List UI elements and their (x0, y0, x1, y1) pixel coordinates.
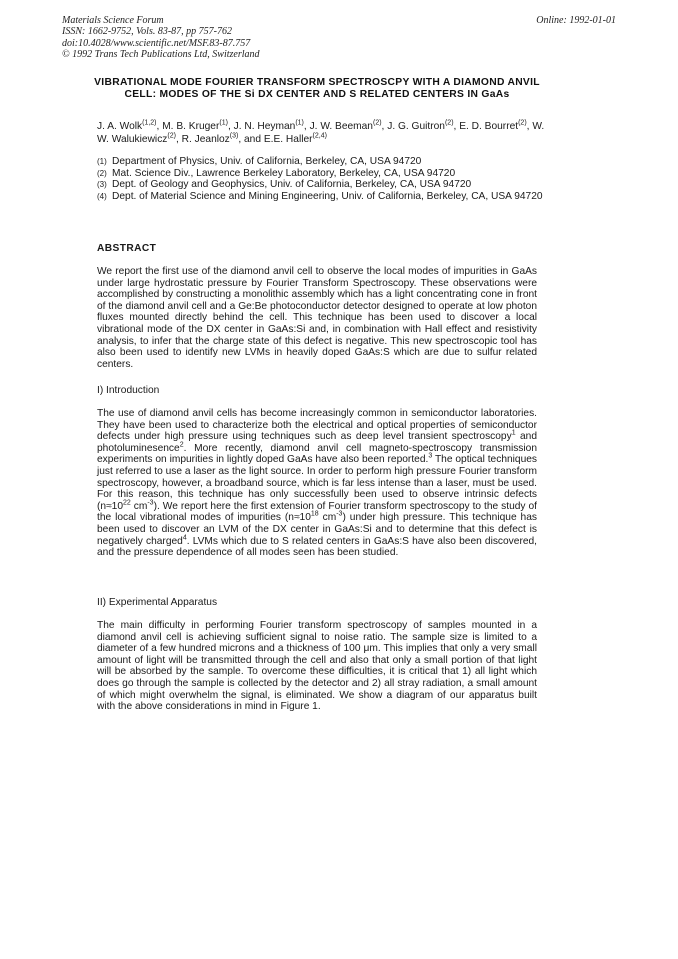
affiliation-number: (2) (97, 168, 107, 178)
reference-marker: 2 (179, 441, 184, 449)
author-affiliation: (2) (444, 119, 454, 127)
copyright-line: © 1992 Trans Tech Publications Ltd, Switzerland (62, 48, 260, 60)
introduction-text (97, 408, 537, 559)
intro-text-part: and photoluminesence (97, 431, 537, 454)
experimental-text: The main difficulty in performing Fourier transform spectroscopy of samples mounted in a diamond anvil cell is achieving sufficient signal to noise ratio. The sample size is limited to a diameter of a few hundred microns and a thickness of 100 μm. This implies that only a very small amount of light will be transmitted through the cell and also that only a small portion of that light will be absorbed by the sample. To overcome these difficulties, it is critical that 1) all light which does go through the sample is collected by the detector and 2) all stray radiation, a small amount of which might overwhelm the signal, is eliminated. We show a diagram of our apparatus built with the above considerations in mind in Figure 1. (97, 620, 537, 713)
exponent: 22 (122, 499, 131, 507)
affiliation-list (97, 156, 547, 202)
intro-text-part: ) under high pressure. This technique has been used to discover an LVM of the DX center in GaAs:Si and to determine that this defect is negatively charged (97, 512, 537, 547)
affiliation-text: Mat. Science Div., Lawrence Berkeley Laboratory, Berkeley, CA, USA 94720 (112, 167, 456, 179)
author: J. N. Heyman (233, 121, 296, 132)
affiliation-number: (1) (97, 157, 107, 166)
experimental-heading: II) Experimental Apparatus (97, 597, 218, 608)
affiliation-text: Dept. of Geology and Geophysics, Univ. of California, Berkeley, CA, USA 94720 (112, 179, 472, 191)
intro-text-part: cm (130, 500, 148, 512)
publication-header (62, 15, 616, 60)
introduction-heading: I) Introduction (97, 385, 160, 396)
author: R. Jeanloz (181, 133, 230, 145)
authors-conjunction: and (244, 133, 261, 145)
exponent: 18 (310, 510, 319, 518)
affiliation-item (97, 156, 547, 168)
author-affiliation: (1) (219, 119, 228, 127)
author: E.E. Haller (263, 133, 313, 145)
author-affiliation: (2,4) (312, 132, 327, 140)
journal-name: Materials Science Forum (62, 15, 164, 26)
author-list: J. A. Wolk$^{(1,2)}$, M. B. Kruger$^{(1)}$, J. N. Heyman$^{(1)}$, J. W. Beeman$^{(2)}$, J. G. Guitron$^{(2)}$, E. D. Bourret$^{(2)}$, W. W. Walukiewicz$^{(2)}$, R. Jeanloz$^{(3)}$, and E.E. Haller$^{(2,4)}$ (97, 119, 545, 145)
author: E. D. Bourret (459, 121, 519, 132)
author-affiliation: (2) (372, 119, 382, 127)
intro-text-part: The use of diamond anvil cells has become increasingly common in semiconductor laboratories. They have been used to characterize both the electrical and optical properties of semiconductor defects under high pressure using techniques such as deep level transient spectroscopy (97, 408, 537, 443)
intro-text-part: The optical techniques just referred to use a laser as the light source. In order to perform high pressure Fourier transform spectroscopy, however, a broadband source, which is far less intense than a laser, must be used. For this reason, this technique has only successfully been used to observe intrinsic defects (n≈10 (97, 454, 538, 512)
author: J. G. Guitron (387, 121, 445, 132)
author: J. W. Beeman (309, 121, 373, 132)
reference-marker: 3 (428, 452, 433, 460)
author-affiliation: (2) (167, 132, 176, 140)
author: M. B. Kruger (162, 121, 220, 132)
affiliation-text: Department of Physics, Univ. of California, Berkeley, CA, USA 94720 (112, 156, 422, 167)
affiliation-text: Dept. of Material Science and Mining Engineering, Univ. of California, Berkeley, CA, USA 94720 (112, 190, 543, 202)
author-affiliation: (3) (229, 132, 239, 140)
doi-line: doi:10.4028/www.scientific.net/MSF.83-87.757 (62, 37, 251, 49)
exponent: -3 (336, 510, 343, 518)
author-affiliation: (2) (518, 119, 527, 127)
author-affiliation: (1) (295, 119, 304, 127)
affiliation-item (97, 168, 547, 180)
paper-title: VIBRATIONAL MODE FOURIER TRANSFORM SPECTROSCPY WITH A DIAMOND ANVIL CELL: MODES OF THE Si DX CENTER AND S RELATED CENTERS IN GaAs (94, 77, 540, 100)
issn-line: ISSN: 1662-9752, Vols. 83-87, pp 757-762 (62, 26, 232, 38)
exponent: -3 (147, 499, 154, 507)
affiliation-number: (4) (97, 191, 107, 201)
intro-text-part: ). We report here the first extension of Fourier transform spectroscopy to the study of the local vibrational modes of impurities (n≈10 (97, 500, 537, 524)
intro-text-part: . More recently, diamond anvil cell magneto-spectroscopy transmission experiments on impurities in lightly doped GaAs have also been reported. (97, 442, 537, 466)
reference-marker: 4 (182, 534, 187, 542)
affiliation-item (97, 191, 547, 203)
abstract-heading: ABSTRACT (97, 243, 157, 254)
online-date: Online: 1992-01-01 (536, 15, 616, 26)
abstract-text: We report the first use of the diamond anvil cell to observe the local modes of impurities in GaAs under large hydrostatic pressure by Fourier Transform Spectroscopy. These observations were accomplished by constructing a monolithic assembly which has a light concentrating cone in front of the diamond anvil cell and a Ge:Be photoconductor detector designed to operate at low photon fluxes mounted directly behind the cell. This technique has been used to discover a local vibrational mode of the DX center in GaAs:Si and, in combination with Hall effect and resistivity analysis, to infer that the charge state of this defect is negative. This new spectroscopic tool has also been used to identify new LVMs in heavily doped GaAs:S which are due to sulfur related centers. (97, 266, 537, 370)
affiliation-number: (3) (97, 180, 107, 190)
affiliation-item (97, 179, 547, 191)
author: J. A. Wolk (97, 121, 143, 132)
author-affiliation: (1,2) (142, 119, 157, 127)
reference-marker: 1 (511, 429, 516, 437)
author: W. W. Walukiewicz (97, 121, 545, 145)
intro-text-part: . LVMs which due to S related centers in GaAs:S have also been discovered, and the pressure dependence of all modes seen has been studied. (97, 535, 537, 559)
intro-text-part: cm (318, 512, 337, 524)
